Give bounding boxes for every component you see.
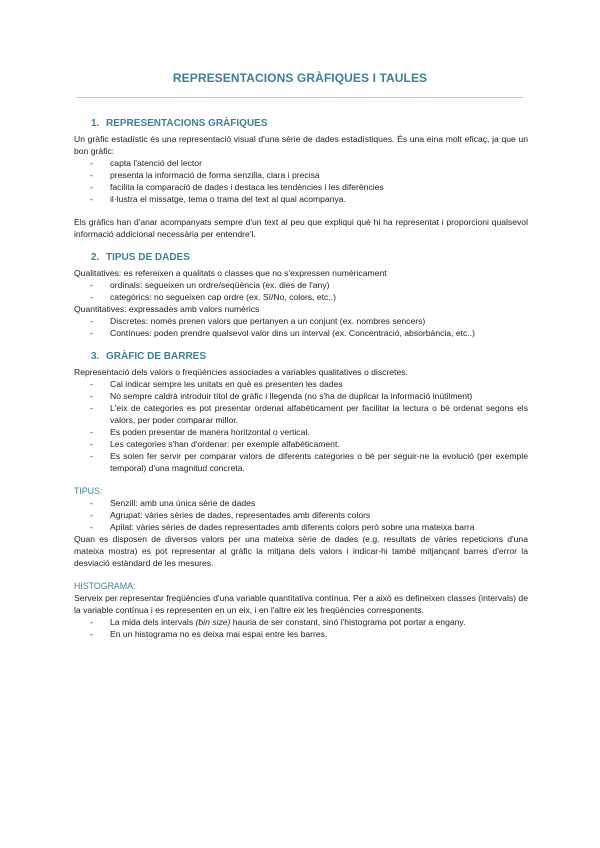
subheading-tipus: TIPUS: [74,486,103,496]
bullet-list [74,616,528,640]
section-title: REPRESENTACIONS GRÀFIQUES [106,118,268,129]
list-item: - Senzill: amb una única sèrie de dades [74,497,528,509]
section-title: GRÀFIC DE BARRES [106,351,207,362]
list-item: - Es poden presentar de manera horitzontal o vertical. [74,426,528,438]
paragraph: Representació dels valors o freqüències associades a variables qualitatives o discretes. [74,367,408,377]
list-item: - Contínues: poden prendre qualsevol valor dins un interval (ex. Concentració, absorbància, etc..) [74,327,528,339]
list-item [74,616,528,628]
bullet-list [74,315,528,339]
paragraph: Serveix per representar freqüències d'una variable quantitativa contínua. Per a això es defineixen classes (intervals) de la variable contínua i es representen en un eix, i en l'altre eix les freqüències corresponents. [74,593,528,615]
subheading-histograma: HISTOGRAMA: [74,581,136,591]
bullet-list [74,497,528,533]
bullet-list [74,378,528,474]
bullet-list [74,157,528,205]
list-item: - Cal indicar sempre les unitats en què es presenten les dades [74,378,528,390]
text-run: hauria de ser constant, sinó l'histograma pot portar a engany. [230,617,466,627]
section-heading-3 [91,350,528,363]
list-item: - L'eix de categories es pot presentar ordenat alfabèticament per facilitar la lectura o bé ordenat segons els valors, per poder comparar millor. [74,402,528,426]
section-title: TIPUS DE DADES [106,252,190,263]
section-number: 3. [91,351,100,362]
list-item: - No sempre caldrà introduir títol de gràfic i llegenda (no s'ha de duplicar la informació inútilment) [74,390,528,402]
paragraph: Quan es disposen de diversos valors per una mateixa sèrie de dades (e.g. resultats de vàries repeticions d'una mateixa mostra) es pot representar al gràfic la mitjana dels valors i indicar-hi també mitjançant barres d'error la desviació estàndard de les mesures. [74,534,528,568]
list-item: - Discretes: només prenen valors que pertanyen a un conjunt (ex. nombres sencers) [74,315,528,327]
list-item: - ordinals: segueixen un ordre/seqüència (ex. dies de l'any) [74,279,528,291]
section-number: 2. [91,252,100,263]
list-item: - Apilat: vàries sèries de dades representades amb diferents colors però sobre una mateixa barra [74,521,528,533]
list-item: - Les categories s'han d'ordenar: per exemple alfabèticament. [74,438,528,450]
list-item: - il·lustra el missatge, tema o trama del text al qual acompanya. [74,193,528,205]
list-item: - capta l'atenció del lector [74,157,528,169]
paragraph: Qualitatives: es refereixen a qualitats o classes que no s'expressen numèricament [74,268,387,278]
document-body [74,117,528,640]
document-title: REPRESENTACIONS GRÀFIQUES I TAULES [172,71,428,85]
paragraph: Quantitatives: expressades amb valors numèrics [74,304,260,314]
paragraph: Un gràfic estadístic és una representació visual d'una sèrie de dades estadístiques. És una eina molt eficaç, ja que un bon gràfic: [74,134,528,156]
paragraph: Els gràfics han d'anar acompanyats sempre d'un text al peu que expliqui què hi ha representat i proporcioni qualsevol informació addicional necessària per entendre'l. [74,217,528,239]
section-number: 1. [91,118,100,129]
list-item: - presenta la informació de forma senzilla, clara i precisa [74,169,528,181]
section-heading-1 [91,117,528,130]
bullet-list [74,279,528,303]
list-item: - categòrics: no segueixen cap ordre (ex. Sí/No, colors, etc..) [74,291,528,303]
section-heading-2 [91,251,528,264]
list-item: - Agrupat: vàries sèries de dades, representades amb diferents colors [74,509,528,521]
list-item: - En un histograma no es deixa mai espai entre les barres. [74,628,528,640]
list-item: - facilita la comparació de dades i destaca les tendències i les diferències [74,181,528,193]
text-run: La mida dels intervals [110,617,196,627]
title-divider [76,97,523,98]
emphasis-text: (bin size) [195,617,231,627]
list-item: - Es solen fer servir per comparar valors de diferents categories o bé per seguir-ne la evolució (per exemple temporal) d'una magnitud concreta. [74,450,528,474]
